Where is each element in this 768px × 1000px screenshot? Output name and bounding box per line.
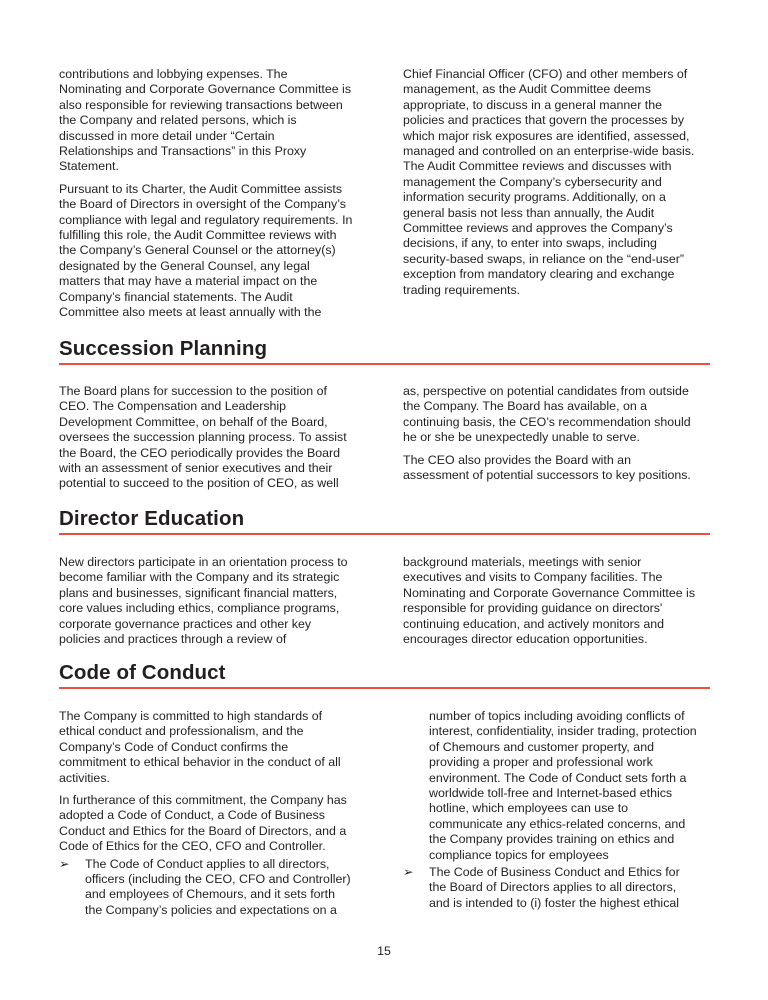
paragraph-audit-committee: Pursuant to its Charter, the Audit Committee assists the Board of Directors in oversight of the Company’s compliance with legal and regulatory requirements. In fulfilling this role, the Audit Committee reviews with the Company’s General Counsel or the attorney(s) designated by the General Counsel, any legal matters that may have a material impact on the Company’s financial statements. The Audit Committee also meets at least annually with the bbox=[59, 181, 353, 320]
heading-rule-divider bbox=[59, 687, 710, 689]
section-heading-succession-planning bbox=[59, 337, 710, 365]
director-education-left-column bbox=[59, 555, 379, 654]
paragraph-nominating-committee: contributions and lobbying expenses. The Nominating and Corporate Governance Committee is also responsible for reviewing transactions between the Company and related persons, which is discussed in more detail under “Certain Relationships and Transactions” in this Proxy Statement. bbox=[59, 67, 352, 174]
top-right-column bbox=[403, 67, 723, 305]
heading-rule-divider bbox=[59, 363, 710, 365]
paragraph: New directors participate in an orientation process to become familiar with the Company and its strategic plans and businesses, significant financial matters, core values including ethics, compliance programs, corporate governance practices and other key policies and practices through a review of bbox=[59, 555, 348, 647]
bullet-item-continued: number of topics including avoiding conflicts of interest, confidentiality, insider trading, protection of Chemours and customer property, and providing a proper and professional work environment. The Code of Conduct sets forth a worldwide toll-free and Internet-based ethics hotline, which employees can use to communicate any ethics-related concerns, and the Company provides training on ethics and compliance topics for employees bbox=[429, 709, 697, 862]
section-heading-code-of-conduct bbox=[59, 661, 710, 689]
section-heading-director-education bbox=[59, 507, 710, 535]
paragraph: background materials, meetings with senior executives and visits to Company facilities. The Nominating and Corporate Governance Committee is responsible for providing guidance on directors' continuing education, and actively monitors and encourages director education opportunities. bbox=[403, 555, 696, 647]
bullet-item-code-of-conduct: ➢ The Code of Conduct applies to all directors, officers (including the CEO, CFO and Controller) and employees of Chemours, and it sets forth the Company’s policies and expectations on a bbox=[59, 856, 351, 917]
section-title: Succession Planning bbox=[59, 337, 268, 360]
arrowhead-bullet-icon: ➢ bbox=[59, 856, 70, 871]
section-title: Code of Conduct bbox=[59, 661, 226, 684]
paragraph: as, perspective on potential candidates from outside the Company. The Board has available, on a continuing basis, the CEO’s recommendation should he or she be unexpectedly unable to serve. bbox=[403, 384, 691, 445]
director-education-right-column bbox=[403, 555, 723, 654]
arrowhead-bullet-icon: ➢ bbox=[403, 865, 414, 880]
paragraph-audit-committee-continued: Chief Financial Officer (CFO) and other members of management, as the Audit Committee deems appropriate, to discuss in a general manner the policies and practices that govern the processes by which major risk exposures are identified, assessed, managed and controlled on an enterprise-wide basis. The Audit Committee reviews and discusses with management the Company’s cybersecurity and information security programs. Additionally, on a general basis not less than annually, the Audit Committee reviews and approves the Company’s decisions, if any, to enter into swaps, including security-based swaps, in reliance on the “end-user” exception from mandatory clearing and exchange trading requirements. bbox=[403, 67, 695, 297]
code-of-conduct-right-column bbox=[403, 709, 733, 911]
top-left-column bbox=[59, 67, 379, 328]
succession-left-column bbox=[59, 384, 379, 499]
succession-right-column bbox=[403, 384, 723, 490]
paragraph: The Board plans for succession to the position of CEO. The Compensation and Leadership Development Committee, on behalf of the Board, oversees the succession planning process. To assist the Board, the CEO periodically provides the Board with an assessment of senior executives and their potential to succeed to the position of CEO, as well bbox=[59, 384, 347, 491]
paragraph: In furtherance of this commitment, the Company has adopted a Code of Conduct, a Code of Business Conduct and Ethics for the Board of Directors, and a Code of Ethics for the CEO, CFO and Controller. bbox=[59, 793, 347, 854]
section-title: Director Education bbox=[59, 507, 245, 530]
code-of-conduct-left-column bbox=[59, 709, 379, 918]
heading-rule-divider bbox=[59, 533, 710, 535]
bullet-item-business-conduct-ethics: ➢ The Code of Business Conduct and Ethics for the Board of Directors applies to all directors, and is intended to (i) foster the highest ethical bbox=[403, 865, 680, 910]
paragraph: The CEO also provides the Board with an assessment of potential successors to key positions. bbox=[403, 452, 691, 483]
paragraph: The Company is committed to high standards of ethical conduct and professionalism, and the Company’s Code of Conduct confirms the commitment to ethical behavior in the conduct of all activities. bbox=[59, 709, 341, 785]
page-number: 15 bbox=[377, 944, 391, 958]
